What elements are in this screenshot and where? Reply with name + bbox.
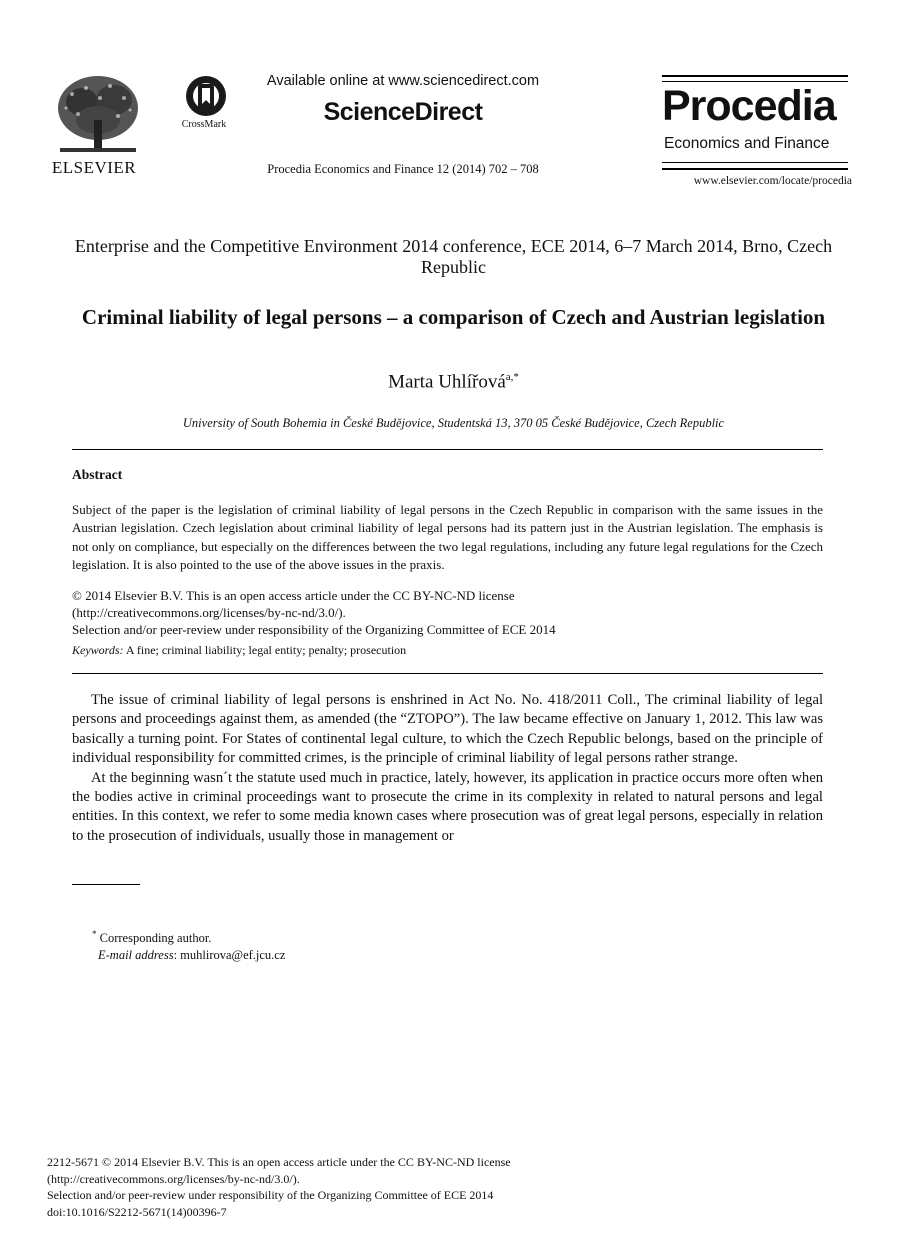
keywords-list: A fine; criminal liability; legal entity; penalty; prosecution	[123, 643, 407, 657]
footer-issn-license: 2212-5671 © 2014 Elsevier B.V. This is an open access article under the CC BY-NC-ND license	[47, 1155, 511, 1169]
footnote-corresponding: Corresponding author.	[96, 931, 212, 946]
footnote	[92, 926, 592, 964]
footnote-mark: *	[92, 929, 97, 939]
crossmark-label: CrossMark	[181, 119, 227, 130]
abstract-license	[72, 587, 823, 638]
body-paragraph-2: At the beginning wasn´t the statute used much in practice, lately, however, its application in practice occurs more often when the bodies active in criminal proceedings want to prosecute the crime in its complexity in related to natural persons and legal entities. In this context, we refer to some media known cases where prosecution was of great legal persons, especially in relation to the prosecution of individuals, usually those in management or	[72, 769, 823, 844]
footer-license-link[interactable]: (http://creativecommons.org/licenses/by-nc-nd/3.0/).	[47, 1171, 300, 1186]
footer-review: Selection and/or peer-review under responsibility of the Organizing Committee of ECE 2014	[47, 1188, 494, 1202]
conference-line: Enterprise and the Competitive Environment 2014 conference, ECE 2014, 6–7 March 2014, Brno, Czech Republic	[74, 236, 833, 277]
keywords-label: Keywords:	[72, 643, 124, 657]
procedia-journal-subtitle: Economics and Finance	[664, 135, 830, 152]
elsevier-wordmark: ELSEVIER	[51, 158, 137, 177]
keywords-line	[72, 643, 823, 658]
body-text	[72, 691, 823, 846]
procedia-rule-bottom	[662, 168, 848, 170]
procedia-rule-top	[662, 75, 848, 77]
abstract-text: Subject of the paper is the legislation of criminal liability of legal persons in the Czech Republic in comparison with the same issues in the Austrian legislation. Czech legislation about criminal liability of legal persons had its pattern just in the Austrian legislation. The emphasis is not only on compliance, but especially on the differences between the two legal regulations, including any future legal regulations for the Czech legislation. It is also pointed to the use of the above issues in the praxis.	[72, 502, 823, 572]
procedia-rule-bottom-thin	[662, 162, 848, 163]
author-line	[200, 371, 707, 393]
footnote-email-label: E-mail address	[98, 948, 174, 963]
author-marks: a,*	[505, 371, 519, 383]
license-line-3: Selection and/or peer-review under responsibility of the Organizing Committee of ECE 2014	[72, 622, 556, 637]
page-footer	[47, 1154, 647, 1220]
footer-doi[interactable]: doi:10.1016/S2212-5671(14)00396-7	[47, 1204, 227, 1219]
footnote-email[interactable]: : muhlirova@ef.jcu.cz	[173, 948, 286, 963]
author-name: Marta Uhlířová	[388, 371, 506, 393]
affiliation: University of South Bohemia in České Budějovice, Studentská 13, 370 05 České Budějovice, Czech Republic	[182, 416, 725, 430]
sciencedirect-logo[interactable]: ScienceDirect	[323, 98, 483, 126]
abstract-heading: Abstract	[72, 467, 123, 482]
abstract-bottom-rule	[72, 673, 823, 674]
license-link[interactable]: (http://creativecommons.org/licenses/by-nc-nd/3.0/).	[72, 605, 346, 620]
abstract-top-rule	[72, 449, 823, 450]
paper-title: Criminal liability of legal persons – a comparison of Czech and Austrian legislation	[81, 305, 826, 329]
journal-reference: Procedia Economics and Finance 12 (2014) 702 – 708	[267, 162, 539, 176]
license-line-1: © 2014 Elsevier B.V. This is an open access article under the CC BY-NC-ND license	[72, 588, 515, 603]
body-paragraph-1: The issue of criminal liability of legal persons is enshrined in Act No. No. 418/2011 Coll., The criminal liability of legal persons and proceedings against them, as amended (the “ZTOPO”). The law became effective on January 1, 2012. This law was basically a turning point. For States of continental legal culture, to which the Czech Republic belongs, based on the principle of individual responsibility for committed crimes, is the principle of criminal liability of legal persons rather strange.	[72, 692, 823, 767]
available-online-text: Available online at www.sciencedirect.com	[266, 73, 540, 89]
footnote-rule	[72, 884, 140, 885]
journal-locate-link[interactable]: www.elsevier.com/locate/procedia	[693, 175, 852, 187]
procedia-journal-title: Procedia	[662, 82, 836, 130]
